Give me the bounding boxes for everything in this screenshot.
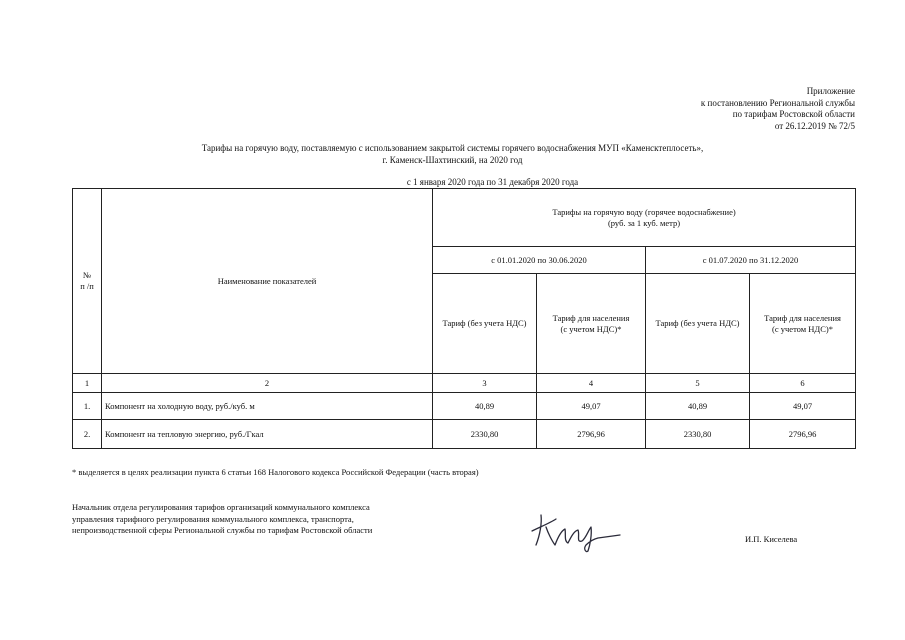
header-period-1: с 01.01.2020 по 30.06.2020 <box>433 247 646 274</box>
header-period-2: с 01.07.2020 по 31.12.2020 <box>646 247 856 274</box>
row-number: 1. <box>73 393 102 420</box>
subheader-tariff-population: Тариф для населения (с учетом НДС)* <box>537 274 646 374</box>
row-value: 2796,96 <box>750 420 856 449</box>
row-indicator-name: Компонент на холодную воду, руб./куб. м <box>102 393 433 420</box>
row-number: 2. <box>73 420 102 449</box>
title-line: Тарифы на горячую воду, поставляемую с использованием закрытой системы горячего водоснабжения МУП «Каменсктеплосеть», <box>201 143 704 153</box>
table-row <box>73 393 856 420</box>
row-indicator-name: Компонент на тепловую энергию, руб./Гкал <box>102 420 433 449</box>
table-row <box>73 420 856 449</box>
column-index: 2 <box>102 374 433 393</box>
signer-line: управления тарифного регулирования коммунального комплекса, транспорта, <box>72 513 354 524</box>
signer-position <box>72 502 372 537</box>
title-line: г. Каменск-Шахтинский, на 2020 год <box>382 154 523 165</box>
column-index: 4 <box>537 374 646 393</box>
subheader-tariff-no-vat: Тариф (без учета НДС) <box>646 274 750 374</box>
column-index: 1 <box>73 374 102 393</box>
subheader-tariff-no-vat: Тариф (без учета НДС) <box>433 274 537 374</box>
appendix-line: от 26.12.2019 № 72/5 <box>774 120 855 131</box>
signer-name: И.П. Киселева <box>745 534 798 544</box>
handwritten-signature <box>528 505 623 555</box>
row-value: 2796,96 <box>537 420 646 449</box>
appendix-line: к постановлению Региональной службы <box>700 97 855 108</box>
header-tariff-group: Тарифы на горячую воду (горячее водоснабжение) (руб. за 1 куб. метр) <box>433 189 856 247</box>
row-value: 40,89 <box>433 393 537 420</box>
row-value: 49,07 <box>537 393 646 420</box>
signer-line: непроизводственной сферы Региональной службы по тарифам Ростовской области <box>72 525 373 535</box>
document-title <box>0 143 905 166</box>
appendix-block <box>701 86 855 132</box>
appendix-line: по тарифам Ростовской области <box>732 109 855 119</box>
column-index: 3 <box>433 374 537 393</box>
column-index: 6 <box>750 374 856 393</box>
column-index: 5 <box>646 374 750 393</box>
signer-line: Начальник отдела регулирования тарифов организаций коммунального комплекса <box>72 502 370 512</box>
row-value: 40,89 <box>646 393 750 420</box>
row-value: 2330,80 <box>646 420 750 449</box>
header-number: № п /п <box>73 189 102 374</box>
footnote: * выделяется в целях реализации пункта 6 статьи 168 Налогового кодекса Российской Федерации (часть вторая) <box>72 467 479 477</box>
appendix-line: Приложение <box>806 86 855 96</box>
subheader-tariff-population: Тариф для населения (с учетом НДС)* <box>750 274 856 374</box>
period-caption: с 1 января 2020 года по 31 декабря 2020 года <box>406 177 579 187</box>
tariff-table <box>72 188 856 449</box>
header-indicator-name: Наименование показателей <box>102 189 433 374</box>
row-value: 2330,80 <box>433 420 537 449</box>
row-value: 49,07 <box>750 393 856 420</box>
